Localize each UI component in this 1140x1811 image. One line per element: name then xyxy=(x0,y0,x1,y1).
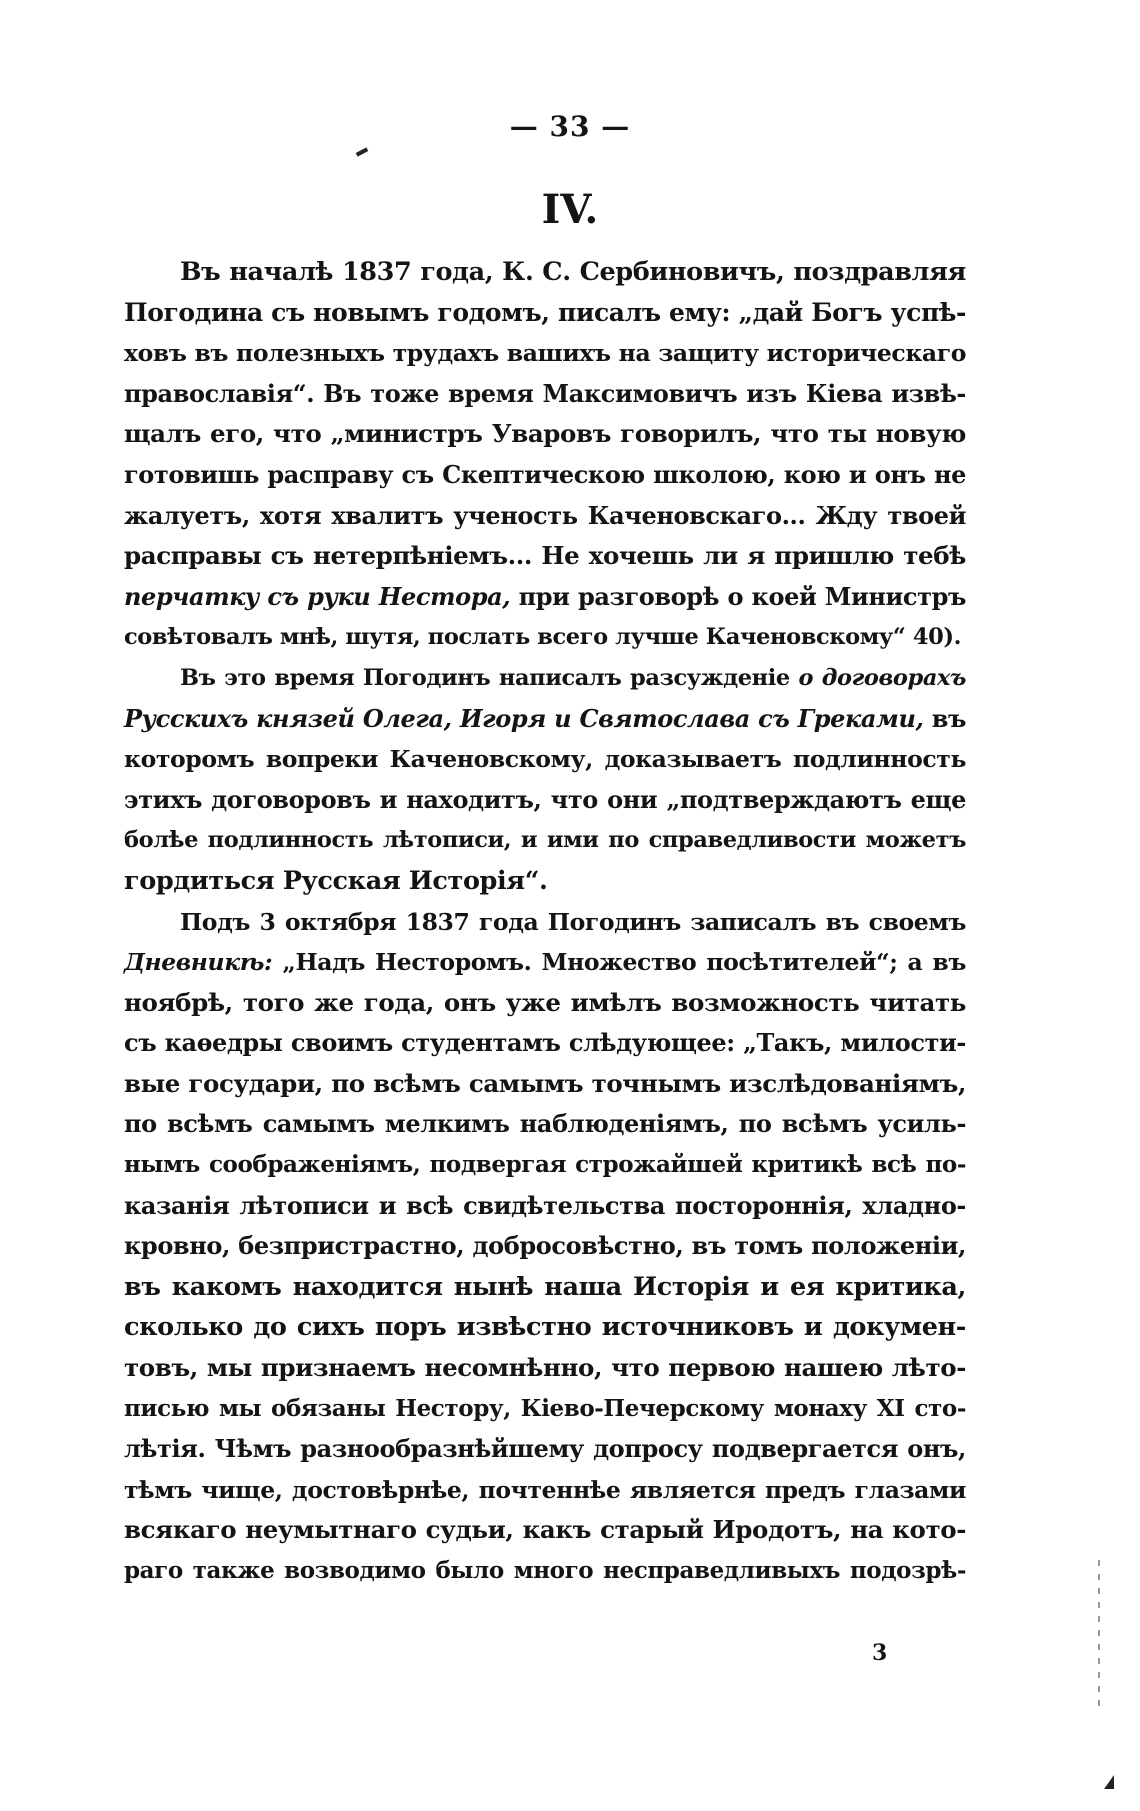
text-line: писью мы обязаны Нестору, Кіево-Печерскому монаху XI сто- xyxy=(124,1394,966,1422)
text-line: совѣтовалъ мнѣ, шутя, послать всего лучше Каченовскому“ 40). xyxy=(124,624,962,651)
text-line: щалъ его, что „министръ Уваровъ говорилъ, что ты новую xyxy=(124,419,966,449)
text-line: жалуетъ, хотя хвалитъ ученость Каченовскаго... Жду твоей xyxy=(124,500,966,530)
text-line: этихъ договоровъ и находитъ, что они „подтверждаютъ еще xyxy=(124,784,966,814)
text-run: при разговорѣ о коей Министръ xyxy=(510,581,966,611)
text-run: въ xyxy=(923,703,966,733)
text-line: Подъ 3 октября 1837 года Погодинъ записалъ въ своемъ xyxy=(180,907,966,936)
text-line: товъ, мы признаемъ несомнѣнно, что первою нашею лѣто- xyxy=(124,1353,966,1383)
body-text xyxy=(124,252,966,1592)
text-line: въ какомъ находится нынѣ наша Исторія и ея критика, xyxy=(124,1271,966,1302)
text-line: ноябрѣ, того же года, онъ уже имѣлъ возможность читать xyxy=(124,987,966,1017)
text-line: нымъ соображеніямъ, подвергая строжайшей критикѣ всѣ по- xyxy=(124,1151,966,1179)
text-line: казанія лѣтописи и всѣ свидѣтельства постороннія, хладно- xyxy=(124,1190,966,1220)
text-line xyxy=(124,577,966,618)
text-line: готовишь расправу съ Скептическою школою, кою и онъ не xyxy=(124,459,966,489)
stray-ink-mark xyxy=(356,147,368,156)
text-line xyxy=(124,658,966,699)
text-run: Въ это время Погодинъ написалъ разсужденіе xyxy=(180,664,799,691)
text-line: ховъ въ полезныхъ трудахъ вашихъ на защиту историческаго xyxy=(124,339,966,368)
text-line: тѣмъ чище, достовѣрнѣе, почтеннѣе является предъ глазами xyxy=(124,1475,966,1504)
text-run: „Надъ Несторомъ. Множество посѣтителей“; а въ xyxy=(272,948,966,977)
signature-mark: 3 xyxy=(872,1640,888,1666)
text-line: Погодина съ новымъ годомъ, писалъ ему: „дай Богъ успѣ- xyxy=(124,297,966,327)
corner-mark xyxy=(1104,1775,1114,1789)
section-heading: IV. xyxy=(541,186,599,233)
text-line: сколько до сихъ поръ извѣстно источниковъ и докумен- xyxy=(124,1312,966,1343)
text-line: по всѣмъ самымъ мелкимъ наблюденіямъ, по всѣмъ усиль- xyxy=(124,1109,966,1139)
text-line: расправы съ нетерпѣніемъ... Не хочешь ли я пришлю тебѣ xyxy=(124,541,966,571)
text-line: лѣтія. Чѣмъ разнообразнѣйшему допросу подвергается онъ, xyxy=(124,1434,966,1464)
text-line xyxy=(124,942,966,983)
text-line: Въ началѣ 1837 года, К. С. Сербиновичъ, поздравляя xyxy=(180,257,966,287)
text-line: болѣе подлинность лѣтописи, и ими по справедливости можетъ xyxy=(124,827,966,854)
text-line xyxy=(124,699,966,740)
italic-phrase: о договорахъ xyxy=(798,664,966,691)
text-line: православія“. Въ тоже время Максимовичъ изъ Кіева извѣ- xyxy=(124,378,966,408)
text-line: кровно, безпристрастно, добросовѣстно, въ томъ положеніи, xyxy=(124,1231,966,1261)
text-line: всякаго неумытнаго судьи, какъ старый Иродотъ, на кото- xyxy=(124,1515,966,1545)
italic-phrase: Дневникѣ: xyxy=(124,948,273,977)
page-edge-mark xyxy=(1098,1560,1100,1710)
text-line: вые государи, по всѣмъ самымъ точнымъ изслѣдованіямъ, xyxy=(124,1068,966,1098)
text-line: съ каѳедры своимъ студентамъ слѣдующее: „Такъ, милости- xyxy=(124,1028,966,1058)
italic-phrase: Русскихъ князей Олега, Игоря и Святослава съ Греками, xyxy=(124,703,924,733)
text-line: раго также возводимо было много несправедливыхъ подозрѣ- xyxy=(124,1557,966,1584)
page-number: — 33 — xyxy=(509,110,631,143)
italic-phrase: перчатку съ руки Нестора, xyxy=(124,581,511,611)
text-line: гордиться Русская Исторія“. xyxy=(124,865,548,896)
text-line: которомъ вопреки Каченовскому, доказываетъ подлинность xyxy=(124,745,966,774)
